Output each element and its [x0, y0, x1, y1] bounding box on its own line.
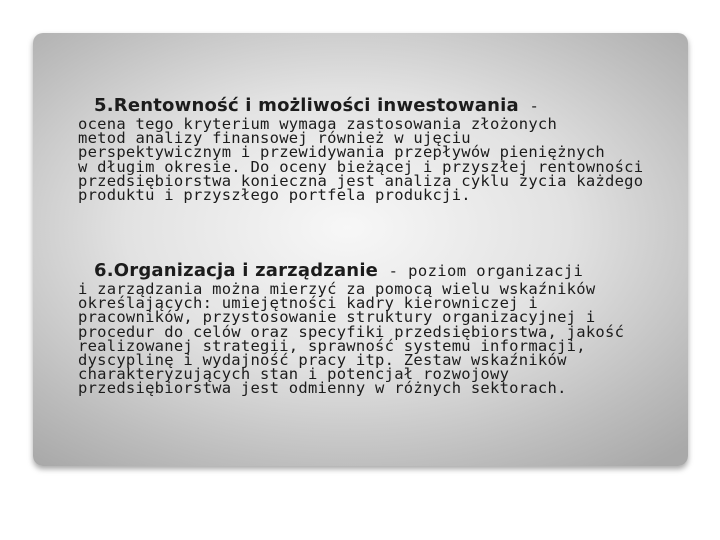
- section-5-line: metod analizy finansowej również w ujęciu: [78, 129, 471, 148]
- section-6-line: realizowanej strategii, sprawność systemu informacji,: [78, 336, 586, 355]
- section-5-line: produktu i przyszłego portfela produkcji.: [78, 186, 471, 205]
- section-6-line: przedsiębiorstwa jest odmienny w różnych sektorach.: [78, 379, 567, 398]
- section-6-lead: - poziom organizacji: [388, 262, 584, 280]
- section-5-line: perspektywicznym i przewidywania przepływów pieniężnych: [78, 143, 605, 162]
- section-5-lead: -: [529, 97, 540, 115]
- section-5-line: w długim okresie. Do oceny bieżącej i przyszłej rentowności: [78, 157, 644, 176]
- section-6-heading: 6.Organizacja i zarządzanie: [94, 260, 379, 281]
- section-6-line: i zarządzania można mierzyć za pomocą wielu wskaźników: [78, 280, 596, 298]
- section-6: [78, 260, 686, 396]
- section-6-line: procedur do celów oraz specyfiki przedsiębiorstwa, jakość: [78, 322, 625, 341]
- section-5-line: ocena tego kryterium wymaga zastosowania złożonych: [78, 115, 558, 133]
- section-6-line: pracowników, przystosowanie struktury organizacyjnej i: [78, 308, 596, 327]
- section-5-line: przedsiębiorstwa konieczna jest analiza cyklu życia każdego: [78, 171, 644, 190]
- slide-footer: [33, 466, 688, 506]
- section-6-line: określających: umiejętności kadry kierowniczej i: [78, 294, 538, 313]
- section-6-heading-line: [78, 260, 686, 282]
- section-5: [78, 95, 686, 205]
- section-6-line: dyscyplinę i wydajność pracy itp. Zestaw wskaźników: [78, 351, 567, 370]
- section-5-heading-line: [78, 95, 686, 117]
- section-5-heading: 5.Rentowność i możliwości inwestowania: [94, 95, 519, 116]
- section-6-line: charakteryzujących stan i potencjał rozwojowy: [78, 365, 510, 384]
